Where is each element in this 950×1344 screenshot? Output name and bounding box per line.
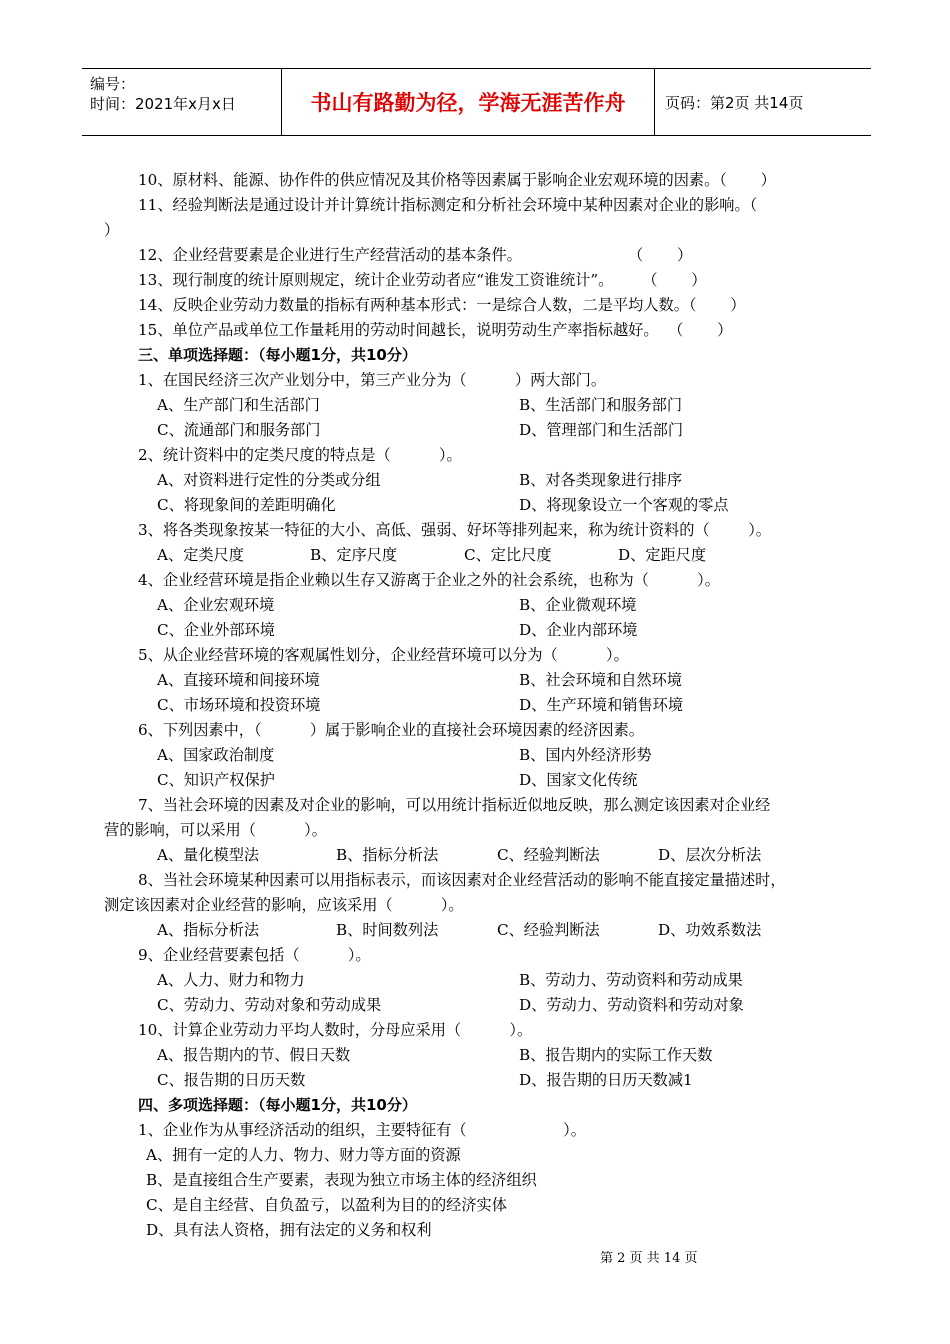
text-line: C、定比尺度 [464, 546, 552, 564]
text-line: B、社会环境和自然环境 [519, 671, 683, 689]
page-info: 页码：第2页 共14页 [665, 94, 804, 112]
text-line: C、经验判断法 [497, 921, 600, 939]
text-line: D、劳动力、劳动资料和劳动对象 [519, 996, 744, 1014]
text-line: C、劳动力、劳动对象和劳动成果 [157, 996, 382, 1014]
text-line: 13、现行制度的统计原则规定，统计企业劳动者应“谁发工资谁统计”。 （ ） [138, 271, 707, 289]
text-line: A、报告期内的节、假日天数 [157, 1046, 351, 1064]
text-line: D、层次分析法 [658, 846, 762, 864]
text-line: C、市场环境和投资环境 [157, 696, 321, 714]
text-line: D、报告期的日历天数减1 [519, 1071, 693, 1089]
text-line: B、指标分析法 [336, 846, 439, 864]
text-line: 1、在国民经济三次产业划分中，第三产业分为（ ）两大部门。 [138, 371, 607, 389]
text-line: D、具有法人资格，拥有法定的义务和权利 [146, 1221, 432, 1239]
text-line: 1、企业作为从事经济活动的组织，主要特征有（ ）。 [138, 1121, 586, 1139]
text-line: B、对各类现象进行排序 [519, 471, 683, 489]
text-line: 11、经验判断法是通过设计并计算统计指标测定和分析社会环境中某种因素对企业的影响。（ [138, 196, 758, 214]
text-line: B、企业微观环境 [519, 596, 637, 614]
text-line: B、时间数列法 [336, 921, 439, 939]
date-line: 时间：2021年x月x日 [90, 95, 236, 113]
text-line: D、管理部门和生活部门 [519, 421, 684, 439]
header-meta-cell [82, 69, 282, 135]
text-line: A、指标分析法 [157, 921, 260, 939]
text-line: B、是直接组合生产要素，表现为独立市场主体的经济组织 [146, 1171, 537, 1189]
text-line: A、企业宏观环境 [157, 596, 275, 614]
text-line: B、劳动力、劳动资料和劳动成果 [519, 971, 743, 989]
text-line: C、企业外部环境 [157, 621, 275, 639]
text-line: C、流通部门和服务部门 [157, 421, 321, 439]
text-line: 10、计算企业劳动力平均人数时，分母应采用（ ）。 [138, 1021, 533, 1039]
text-line: C、知识产权保护 [157, 771, 275, 789]
text-line: A、对资料进行定性的分类或分组 [157, 471, 381, 489]
text-line: B、报告期内的实际工作天数 [519, 1046, 713, 1064]
text-line: 10、原材料、能源、协作件的供应情况及其价格等因素属于影响企业宏观环境的因素。（ ） [138, 171, 776, 189]
text-line: D、国家文化传统 [519, 771, 638, 789]
text-line: 12、企业经营要素是企业进行生产经营活动的基本条件。 （ ） [138, 246, 693, 264]
text-line: A、国家政治制度 [157, 746, 275, 764]
text-line: A、定类尺度 [157, 546, 244, 564]
text-line: D、定距尺度 [618, 546, 707, 564]
text-line: D、生产环境和销售环境 [519, 696, 684, 714]
text-line: 9、企业经营要素包括（ ）。 [138, 946, 371, 964]
section-heading: 三、单项选择题：（每小题1分，共10分） [138, 346, 417, 364]
text-line: C、是自主经营、自负盈亏，以盈利为目的的经济实体 [146, 1196, 507, 1214]
text-line: 14、反映企业劳动力数量的指标有两种基本形式：一是综合人数，二是平均人数。（ ） [138, 296, 746, 314]
page-header [82, 68, 871, 136]
text-line: 测定该因素对企业经营的影响，应该采用（ ）。 [104, 896, 464, 914]
text-line: 6、下列因素中，（ ）属于影响企业的直接社会环境因素的经济因素。 [138, 721, 644, 739]
text-line: A、生产部门和生活部门 [157, 396, 320, 414]
text-line: B、国内外经济形势 [519, 746, 652, 764]
motto: 书山有路勤为径，学海无涯苦作舟 [282, 69, 655, 135]
text-line: D、企业内部环境 [519, 621, 638, 639]
text-line: C、将现象间的差距明确化 [157, 496, 336, 514]
text-line: B、生活部门和服务部门 [519, 396, 683, 414]
text-line: A、量化模型法 [157, 846, 260, 864]
text-line: A、直接环境和间接环境 [157, 671, 320, 689]
text-line: 2、统计资料中的定类尺度的特点是（ ）。 [138, 446, 462, 464]
text-line: 15、单位产品或单位工作量耗用的劳动时间越长，说明劳动生产率指标越好。 （ ） [138, 321, 733, 339]
text-line: A、拥有一定的人力、物力、财力等方面的资源 [146, 1146, 461, 1164]
text-line: D、功效系数法 [658, 921, 762, 939]
text-line: B、定序尺度 [310, 546, 398, 564]
text-line: 7、当社会环境的因素及对企业的影响，可以用统计指标近似地反映，那么测定该因素对企业经 [138, 796, 771, 814]
text-line: 5、从企业经营环境的客观属性划分，企业经营环境可以分为（ ）。 [138, 646, 629, 664]
text-line: 4、企业经营环境是指企业赖以生存又游离于企业之外的社会系统，也称为（ ）。 [138, 571, 720, 589]
text-line: 8、当社会环境某种因素可以用指标表示，而该因素对企业经营活动的影响不能直接定量描述时， [138, 871, 786, 889]
text-line: C、经验判断法 [497, 846, 600, 864]
text-line: ） [104, 221, 120, 239]
section-heading: 四、多项选择题：（每小题1分，共10分） [138, 1096, 417, 1114]
text-line: 营的影响，可以采用（ ）。 [104, 821, 327, 839]
text-line: D、将现象设立一个客观的零点 [519, 496, 729, 514]
page-footer: 第 2 页 共 14 页 [600, 1251, 698, 1266]
text-line: 3、将各类现象按某一特征的大小、高低、强弱、好坏等排列起来，称为统计资料的（ ）。 [138, 521, 771, 539]
code-label: 编号： [90, 75, 136, 93]
text-line: C、报告期的日历天数 [157, 1071, 306, 1089]
text-line: A、人力、财力和物力 [157, 971, 305, 989]
